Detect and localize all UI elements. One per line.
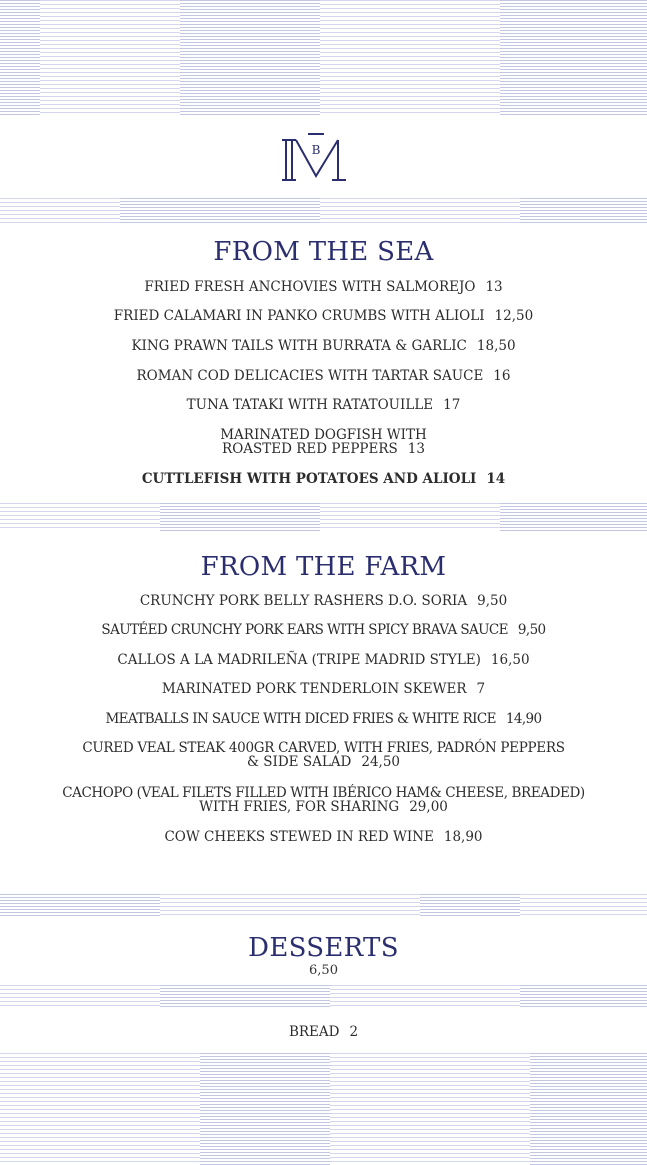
stripe-band bbox=[320, 503, 500, 531]
item-name: BREAD bbox=[288, 1024, 340, 1040]
sea-item bbox=[0, 369, 647, 383]
bottom-stripe-decoration bbox=[0, 1053, 647, 1165]
item-name: MEATBALLS IN SAUCE WITH DICED FRIES & WHITE RICE bbox=[105, 711, 496, 727]
divider-stripes bbox=[0, 198, 647, 224]
item-price: 24,50 bbox=[361, 754, 401, 770]
item-name: MARINATED PORK TENDERLOIN SKEWER bbox=[161, 681, 467, 697]
item-name: CUTTLEFISH WITH POTATOES AND ALIOLI bbox=[141, 471, 477, 487]
stripe-band bbox=[330, 985, 520, 1009]
item-price: 7 bbox=[476, 681, 486, 697]
svg-text:B: B bbox=[311, 143, 321, 157]
item-price: 16 bbox=[493, 368, 511, 384]
sea-item bbox=[0, 398, 647, 412]
sea-item bbox=[0, 339, 647, 353]
item-name-line1: CURED VEAL STEAK 400GR CARVED, WITH FRIES, PADRÓN PEPPERS bbox=[82, 740, 565, 756]
sea-item bbox=[0, 428, 647, 456]
farm-item bbox=[0, 653, 647, 667]
divider-stripes bbox=[0, 894, 647, 918]
stripe-band bbox=[0, 503, 160, 531]
stripe-band bbox=[320, 0, 500, 116]
farm-item bbox=[0, 594, 647, 608]
farm-item bbox=[0, 741, 647, 769]
item-price: 12,50 bbox=[494, 308, 534, 324]
stripe-band bbox=[520, 894, 647, 918]
item-name: FRIED FRESH ANCHOVIES WITH SALMOREJO bbox=[144, 279, 476, 295]
item-name: COW CHEEKS STEWED IN RED WINE bbox=[164, 829, 434, 845]
item-name-line2: & SIDE SALAD bbox=[246, 754, 352, 770]
item-name: CRUNCHY PORK BELLY RASHERS D.O. SORIA bbox=[139, 593, 468, 609]
desserts-heading: DESSERTS bbox=[248, 933, 399, 963]
stripe-band bbox=[330, 1053, 530, 1165]
farm-section bbox=[0, 552, 647, 582]
item-name: ROMAN COD DELICACIES WITH TARTAR SAUCE bbox=[136, 368, 484, 384]
sea-item bbox=[0, 309, 647, 323]
sea-item bbox=[0, 280, 647, 294]
divider-stripes bbox=[0, 985, 647, 1009]
farm-item bbox=[0, 682, 647, 696]
stripe-band bbox=[0, 985, 160, 1009]
item-name: CALLOS A LA MADRILEÑA (TRIPE MADRID STYLE) bbox=[117, 652, 481, 668]
farm-item bbox=[0, 786, 647, 814]
item-price: 9,50 bbox=[477, 593, 508, 609]
item-price: 17 bbox=[443, 397, 461, 413]
stripe-band bbox=[320, 198, 520, 224]
mb-monogram-logo bbox=[280, 132, 352, 184]
item-price: 14 bbox=[486, 471, 506, 487]
farm-item bbox=[0, 623, 647, 637]
item-name-line1: CACHOPO (VEAL FILETS FILLED WITH IBÉRICO HAM& CHEESE, BREADED) bbox=[62, 785, 585, 801]
stripe-band bbox=[0, 1053, 200, 1165]
item-price: 29,00 bbox=[409, 799, 448, 815]
item-price: 18,50 bbox=[476, 338, 516, 354]
item-name: TUNA TATAKI WITH RATATOUILLE bbox=[186, 397, 434, 413]
stripe-band bbox=[40, 0, 180, 116]
stripe-band bbox=[0, 198, 120, 224]
item-price: 14,90 bbox=[505, 711, 542, 727]
sea-heading: FROM THE SEA bbox=[213, 237, 434, 267]
desserts-price: 6,50 bbox=[309, 963, 338, 978]
stripe-band bbox=[160, 894, 420, 918]
sea-section bbox=[0, 237, 647, 267]
item-name: KING PRAWN TAILS WITH BURRATA & GARLIC bbox=[131, 338, 467, 354]
bread-item bbox=[0, 1025, 647, 1039]
item-price: 9,50 bbox=[517, 622, 546, 638]
farm-item bbox=[0, 830, 647, 844]
item-name-line1: MARINATED DOGFISH WITH bbox=[220, 427, 427, 443]
farm-item bbox=[0, 712, 647, 726]
item-price: 2 bbox=[349, 1024, 359, 1040]
divider-stripes bbox=[0, 503, 647, 531]
sea-item bbox=[0, 472, 647, 486]
item-name-line2: ROASTED RED PEPPERS bbox=[222, 441, 398, 457]
item-price: 18,90 bbox=[443, 829, 483, 845]
item-price: 16,50 bbox=[490, 652, 530, 668]
farm-heading: FROM THE FARM bbox=[200, 552, 447, 582]
desserts-section bbox=[0, 933, 647, 978]
item-name: SAUTÉED CRUNCHY PORK EARS WITH SPICY BRAVA SAUCE bbox=[101, 622, 508, 638]
item-name-line2: WITH FRIES, FOR SHARING bbox=[199, 799, 400, 815]
item-name: FRIED CALAMARI IN PANKO CRUMBS WITH ALIOLI bbox=[113, 308, 485, 324]
item-price: 13 bbox=[407, 441, 425, 457]
top-stripe-decoration bbox=[0, 0, 647, 116]
item-price: 13 bbox=[485, 279, 503, 295]
